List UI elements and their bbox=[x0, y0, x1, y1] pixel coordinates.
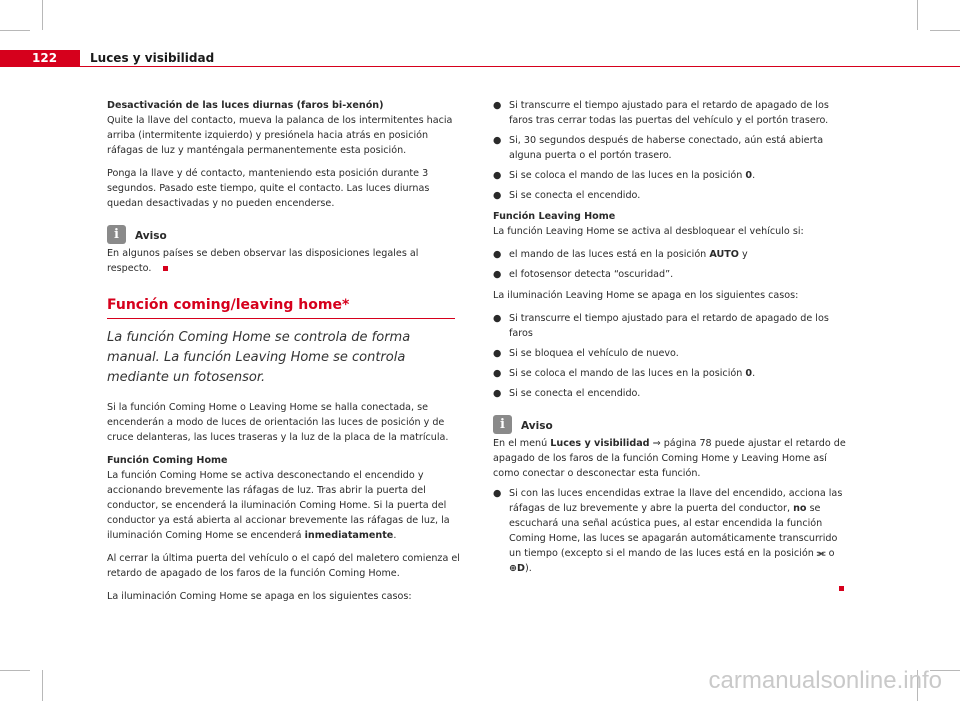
conjunction: o bbox=[828, 548, 835, 559]
list-item-text: Si se conecta el encendido. bbox=[509, 388, 641, 399]
section-rule bbox=[107, 318, 455, 319]
list-item-text: Si se conecta el encendido. bbox=[509, 190, 641, 201]
switch-position-0-icon: 0 bbox=[745, 170, 753, 181]
deactivation-paragraph-2: Ponga la llave y dé contacto, manteniendo esta posición durante 3 segundos. Pasado este tiempo, quite el contacto. Las luces diurnas quedan desactivadas y no pueden encenderse. bbox=[107, 168, 430, 209]
coming-home-text: La función Coming Home se activa desconectando el encendido y accionando brevemente las ráfagas de luz. Tras abrir la puerta del conductor, se encenderá la iluminación Coming Home. Si la puerta del conductor ya está abierta al accionar brevemente las ráfagas de luz, la iluminación Coming Home se encenderá bbox=[107, 470, 450, 541]
list-item bbox=[493, 98, 850, 128]
end-mark-row bbox=[493, 581, 850, 596]
list-item-text: y bbox=[742, 249, 748, 260]
note-text bbox=[107, 246, 462, 276]
list-item bbox=[493, 486, 850, 576]
emphasis-immediately: inmediatamente bbox=[304, 530, 394, 541]
section-title: Función coming/leaving home* bbox=[107, 297, 350, 313]
bullet-icon: ● bbox=[493, 313, 502, 324]
list-item-text: Si con las luces encendidas extrae la llave del encendido, acciona las ráfagas de luz brevemente y abre la puerta del conductor, bbox=[509, 488, 843, 514]
leaving-home-heading: Función Leaving Home bbox=[493, 211, 616, 222]
parking-light-icon: ⫘ bbox=[816, 548, 826, 559]
list-item-text: Si, 30 segundos después de haberse conectado, aún está abierta alguna puerta o el portón trasero. bbox=[509, 135, 824, 161]
list-item bbox=[493, 366, 850, 381]
coming-home-paragraph-2: Al cerrar la última puerta del vehículo o el capó del maletero comienza el retardo de apagado de los faros de la función Coming Home. bbox=[107, 553, 460, 579]
right-column bbox=[493, 98, 850, 596]
end-of-section-mark bbox=[839, 586, 844, 591]
deactivation-heading: Desactivación de las luces diurnas (faros bi-xenón) bbox=[107, 100, 384, 111]
note-header bbox=[493, 415, 850, 434]
coming-home-heading: Función Coming Home bbox=[107, 455, 228, 466]
list-item bbox=[493, 386, 850, 401]
list-item-text: se escuchará una señal acústica pues, al estar encendida la función Coming Home, las luces se apagarán automáticamente transcurrido un tiempo (excepto si el mando de las luces está en la posición bbox=[509, 503, 838, 559]
list-item-text: Si se bloquea el vehículo de nuevo. bbox=[509, 348, 679, 359]
list-item-text: Si transcurre el tiempo ajustado para el retardo de apagado de los faros bbox=[509, 313, 829, 339]
coming-home-paragraph-1 bbox=[107, 468, 462, 543]
note-paragraph-1 bbox=[493, 436, 850, 481]
watermark: carmanualsonline.info bbox=[708, 667, 942, 694]
closing-paren: ). bbox=[525, 563, 532, 574]
period: . bbox=[752, 368, 756, 379]
list-item bbox=[493, 346, 850, 361]
list-item bbox=[493, 188, 850, 203]
bullet-icon: ● bbox=[493, 100, 502, 111]
note-text: página 78 puede ajustar el retardo de apagado de los faros de la función Coming Home y Leaving Home así como conectar o desconectar esta función. bbox=[493, 438, 846, 479]
bullet-icon: ● bbox=[493, 170, 502, 181]
bullet-icon: ● bbox=[493, 488, 502, 499]
bullet-icon: ● bbox=[493, 190, 502, 201]
left-column bbox=[107, 98, 462, 612]
leaving-home-paragraph-1: La función Leaving Home se activa al desbloquear el vehículo si: bbox=[493, 226, 804, 237]
note-title: Aviso bbox=[135, 230, 167, 242]
page-reference-arrow: ⇒ bbox=[652, 438, 661, 449]
crop-mark bbox=[930, 30, 960, 31]
list-item-text: el fotosensor detecta “oscuridad”. bbox=[509, 269, 674, 280]
note-title: Aviso bbox=[521, 420, 553, 432]
coming-home-paragraph-3: La iluminación Coming Home se apaga en los siguientes casos: bbox=[107, 591, 412, 602]
bullet-icon: ● bbox=[493, 388, 502, 399]
list-item bbox=[493, 311, 850, 341]
bullet-icon: ● bbox=[493, 269, 502, 280]
list-item bbox=[493, 267, 850, 282]
crop-mark bbox=[0, 670, 30, 671]
emphasis-no: no bbox=[793, 503, 807, 514]
deactivation-paragraph-1: Quite la llave del contacto, mueva la palanca de los intermitentes hacia arriba (intermitente izquierdo) y presiónela hacia atrás en posición ráfagas de luz y manténgala permanentemente esta posición. bbox=[107, 115, 453, 156]
list-item bbox=[493, 133, 850, 163]
list-item bbox=[493, 247, 850, 262]
list-item-text: Si se coloca el mando de las luces en la posición bbox=[509, 368, 743, 379]
bullet-icon: ● bbox=[493, 368, 502, 379]
page-number: 122 bbox=[32, 51, 58, 65]
note-text-body: En algunos países se deben observar las disposiciones legales al respecto. bbox=[107, 248, 419, 274]
period: . bbox=[752, 170, 756, 181]
bullet-icon: ● bbox=[493, 135, 502, 146]
list-item bbox=[493, 168, 850, 183]
end-of-section-mark bbox=[163, 266, 168, 271]
low-beam-icon: ⊕D bbox=[509, 563, 526, 574]
bullet-icon: ● bbox=[493, 249, 502, 260]
crop-mark bbox=[917, 0, 918, 30]
section-lead: La función Coming Home se controla de forma manual. La función Leaving Home se controla mediante un fotosensor. bbox=[107, 330, 411, 385]
page-header bbox=[0, 50, 960, 67]
crop-mark bbox=[42, 0, 43, 30]
list-item-text: el mando de las luces está en la posición bbox=[509, 249, 707, 260]
crop-mark bbox=[42, 670, 43, 701]
info-icon: i bbox=[493, 415, 512, 434]
note-header bbox=[107, 225, 462, 244]
period: . bbox=[393, 530, 397, 541]
list-item-text: Si transcurre el tiempo ajustado para el retardo de apagado de los faros tras cerrar todas las puertas del vehículo y el portón trasero. bbox=[509, 100, 829, 126]
auto-position-icon: AUTO bbox=[709, 249, 739, 260]
info-icon: i bbox=[107, 225, 126, 244]
note-text: En el menú bbox=[493, 438, 548, 449]
switch-position-0-icon: 0 bbox=[745, 368, 753, 379]
menu-reference: Luces y visibilidad bbox=[550, 438, 650, 449]
leaving-home-paragraph-2: La iluminación Leaving Home se apaga en los siguientes casos: bbox=[493, 290, 799, 301]
list-item-text: Si se coloca el mando de las luces en la posición bbox=[509, 170, 743, 181]
bullet-icon: ● bbox=[493, 348, 502, 359]
running-title: Luces y visibilidad bbox=[90, 51, 215, 65]
crop-mark bbox=[0, 30, 30, 31]
intro-paragraph: Si la función Coming Home o Leaving Home se halla conectada, se encenderán a modo de luces de orientación las luces de posición y de cruce delanteras, las luces traseras y la luz de la placa de la matrícula. bbox=[107, 402, 449, 443]
